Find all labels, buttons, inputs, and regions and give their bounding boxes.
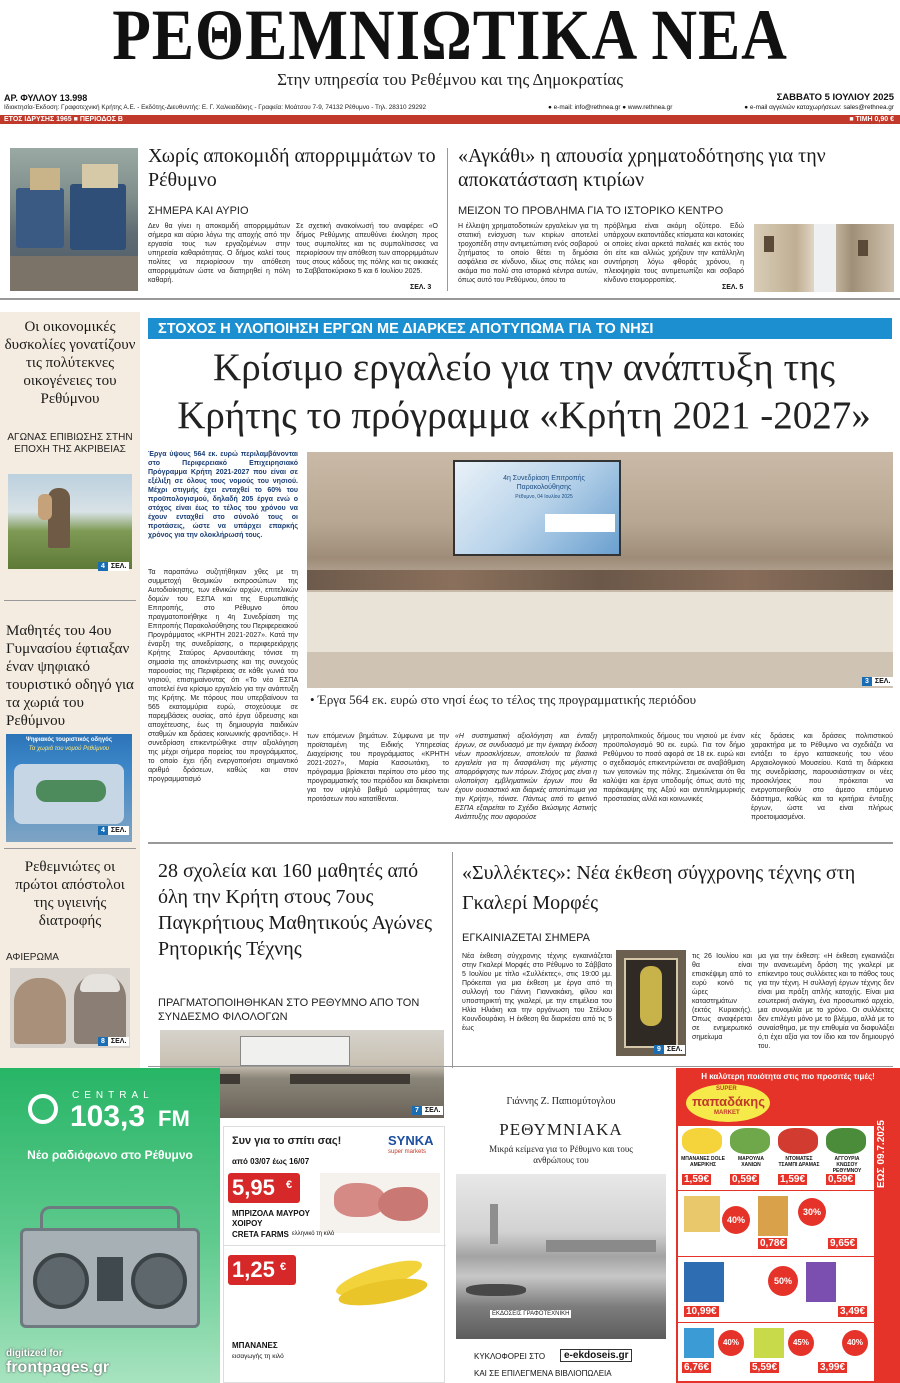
masthead-subtitle: Στην υπηρεσία του Ρεθέμνου και της Δημοκρατίας <box>277 70 623 89</box>
market-top: Η καλύτερη ποιότητα στις πιο προσιτές τιμές! <box>701 1072 875 1081</box>
market-brand-bottom: MARKET <box>714 1110 740 1116</box>
conference-screen <box>453 460 621 556</box>
book-publisher: ΕΚΔΟΣΕΙΣ ΓΡΑΦΟΤΕΧΝΙΚΗ <box>492 1311 570 1317</box>
market-price-c: 1,59€ <box>780 1174 806 1185</box>
ads-rule <box>148 1066 893 1067</box>
screen-title: 4η Συνεδρίαση Επιτροπής Παρακολούθησης <box>503 475 585 491</box>
main-col4: μητροπολιτικούς δήμους του νησιού με έναν προϋπολογισμό 90 εκ. ευρώ. Για τον δήμο Ρεθύμνου το ποσό αφορά σε 18 εκ. ευρώ και ο σχεδιασμός επικεντρώνεται σε αναβάθμιση των γειτονιών της πόλης. Σημειώνεται ότι θα καλύψει και έργα υποδομής όπως αυτό της παράκαμψης της Αξού και αντιπλημμυρικής προστασίας αλλά και κοινωνικές <box>603 733 745 803</box>
main-col2: των επόμενων βημάτων. Σύμφωνα με την προϊσταμένη της Ειδικής Υπηρεσίας Διαχείρισης του προγράμματος «ΚΡΗΤΗ 2021-2027», Μαρία Κασσωτάκη, το πρόγραμμα βρίσκεται περίπου στο μέσο της προγραμματικής του περιόδου και διακρίνεται για τον υψηλό βαθμό ωριμότητας των προτάσεων που κατατίθενται. <box>307 733 449 803</box>
issue-number: ΑΡ. ΦΥΛΛΟΥ 13.998 <box>4 93 88 103</box>
main-body: Τα παραπάνω συζητήθηκαν χθες με τη συμμετοχή θεσμικών εκπροσώπων της Αυτοδιοίκησης, των εθνικών αρχών, επιτελικών δομών του ΕΣΠΑ και της Ευρωπαϊκής Επιτροπής, στο Ρέθυμνο όπου πραγματοποιήθηκε η 4η Συνεδρίαση της Επιτροπής Παρακολούθησης του Περιφερειακού Προγράμματος «ΚΡΗΤΗ 2021-2027». Κατά την έναρξη της συνεδρίασης, ο περιφερειάρχης Κρήτης Σταύρος Αρναουτάκης τόνισε τη σημασία της αποκέντρωσης και της συνεχούς παρουσίας της Περιφέρειας σε κάθε γωνιά του νησιού, επισημαίνοντας ότι «Το νέο ΕΣΠΑ αποτελεί ένα κρίσιμο εργαλείο για την ανάπτυξη της Κρήτης. Με πόρους που υπερβαίνουν τα 565 εκατομμύρια ευρώ, στοχεύουμε σε παρεμβάσεις ουσίας, από έργα ύδρευσης και αποχέτευσης, έως τη δημιουργία παιδικών σταθμών και δράσεις κοινωνικής φροντίδας». Η συνεδρίαση επικεντρώθηκε στην αξιολόγηση της μέχρι σήμερα πορείας του προγράμματος, το οποίο έχει ήδη ενεργοποιήσει σημαντικό αριθμό δράσεων, καθώς και στον προγραμματισμό <box>148 569 298 783</box>
book-shops: ΚΑΙ ΣΕ ΕΠΙΛΕΓΜΕΝΑ ΒΙΒΛΙΟΠΩΛΕΙΑ <box>474 1369 612 1378</box>
sidebar-story2-sel: ΣΕΛ. <box>108 826 129 835</box>
synka-product1-sub: ελληνικό τη κιλό <box>292 1231 335 1237</box>
main-section-rule <box>148 842 893 844</box>
top-left-page-ref: ΣΕΛ. 3 <box>410 284 432 291</box>
synka-dates: από 03/07 έως 16/07 <box>232 1157 310 1166</box>
ads-email: ● e-mail αγγελιών καταχωρήσεων: sales@rethnea.gr <box>744 104 894 111</box>
market-until: ΕΩΣ 09.7.2025 <box>876 1120 887 1188</box>
synka-separator <box>224 1245 446 1246</box>
radio-logo-icon <box>28 1094 58 1124</box>
top-right-page-ref: ΣΕΛ. 5 <box>722 284 744 291</box>
sidebar-story1-title: Οι οικονομικές δυσκολίες γονατίζουν τις πολύτεκνες οικογένειες του Ρεθύμνου <box>4 319 136 407</box>
market-price-h: 3,49€ <box>840 1306 866 1317</box>
synka-brand-sub: super markets <box>388 1149 427 1155</box>
sidebar-story2-badge <box>98 826 129 835</box>
market-brand-top: SUPER <box>716 1086 737 1092</box>
market-pct-2: 30% <box>798 1198 826 1226</box>
market-pct-4: 40% <box>718 1330 744 1356</box>
artwork-photo <box>616 950 686 1056</box>
market-pct-6: 40% <box>842 1330 868 1356</box>
exhibition-kicker: ΕΓΚΑΙΝΙΑΖΕΤΑΙ ΣΗΜΕΡΑ <box>462 932 590 944</box>
synka-price2-unit: € <box>280 1261 287 1273</box>
imprint: Ιδιοκτησία-Έκδοση: Γραφοτεχνική Κρήτης Α.Ε. - Εκδότης-Διευθυντής: Ε. Γ. Χαλκιαδάκης - Γραφεία: Μοάτσου 7-9, 74132 Ρέθυμνο - Τηλ. 28310 29292 <box>4 104 427 111</box>
exhibition-headline: «Συλλέκτες»: Νέα έκθεση σύγχρονης τέχνης στη Γκαλερί Μορφές <box>462 862 856 914</box>
main-page: 3 <box>862 677 872 686</box>
top-left-headline: Χωρίς αποκομιδή απορριμμάτων το Ρέθυμνο <box>148 145 436 191</box>
top-right-kicker: ΜΕΙΖΟΝ ΤΟ ΠΡΟΒΛΗΜΑ ΓΙΑ ΤΟ ΙΣΤΟΡΙΚΟ ΚΕΝΤΡΟ <box>458 205 724 217</box>
exhibition-sel: ΣΕΛ. <box>664 1045 685 1054</box>
market-price-k: 3,99€ <box>820 1362 846 1373</box>
issue-date: ΣΑΒΒΑΤΟ 5 ΙΟΥΛΙΟΥ 2025 <box>776 92 894 103</box>
market-price-f: 9,65€ <box>830 1238 856 1249</box>
sidebar-rule-2 <box>4 848 136 849</box>
top-divider <box>447 148 448 291</box>
main-photo-badge <box>862 677 893 686</box>
conference-photo <box>307 452 893 688</box>
schools-sel: ΣΕΛ. <box>422 1106 443 1115</box>
exhibition-page: 9 <box>654 1045 664 1054</box>
synka-product2-sub: εισαγωγής τη κιλό <box>232 1353 284 1360</box>
book-ad <box>452 1068 670 1383</box>
top-right-headline: «Αγκάθι» η απουσία χρηματοδότησης για την αποκατάσταση κτιρίων <box>458 145 826 191</box>
synka-price1: 5,95 <box>232 1175 275 1200</box>
book-subtitle: Μικρά κείμενα για το Ρέθυμνο και τους ανθρώπους του <box>489 1144 633 1165</box>
synka-brand1: CRETA FARMS <box>232 1230 289 1239</box>
sidebar-story1-kicker: ΑΓΩΝΑΣ ΕΠΙΒΙΩΣΗΣ ΣΤΗΝ ΕΠΟΧΗ ΤΗΣ ΑΚΡΙΒΕΙΑΣ <box>7 432 133 455</box>
market-ad <box>676 1068 900 1383</box>
masthead-title: ΡΕΘΕΜΝΙΩΤΙΚΑ ΝΕΑ <box>112 0 788 75</box>
radio-brand: CENTRAL <box>72 1090 154 1101</box>
schools-page: 7 <box>412 1106 422 1115</box>
schools-badge <box>412 1106 443 1115</box>
main-sel: ΣΕΛ. <box>872 677 893 686</box>
sidebar-story2-title: Μαθητές του 4ου Γυμνασίου έφτιαξαν έναν ψηφιακό τουριστικό οδηγό για τα χωριά του Ρεθύμνου <box>6 623 134 729</box>
top-section-rule <box>0 298 900 300</box>
sidebar-story1-badge <box>98 562 129 571</box>
guide-photo-title: Ψηφιακός τουριστικός οδηγός <box>26 737 112 743</box>
market-product3: ΝΤΟΜΑΤΕΣ ΤΣΑΜΠΙ ΔΡΑΜΑΣ <box>778 1156 820 1168</box>
bananas-icon <box>324 1249 434 1319</box>
family-photo <box>8 474 132 569</box>
top-right-col1: Η έλλειψη χρηματοδοτικών εργαλείων για τη στατική ενίσχυση των κτιρίων αποτελεί τροχοπέδη στην αντιμετώπιση ενός σοβαρού ζητήματος το οποίο θέτει τη δημόσια ασφάλεια σε κίνδυνο, ιδίως στις πόλεις και ακόμα πιο πολύ στα ιστορικά κέντρα αυτών, όπως αυτό του Ρεθύμνου, όπου το <box>458 223 598 284</box>
synka-product2: ΜΠΑΝΑΝΕΣ <box>232 1341 278 1350</box>
market-price-a: 1,59€ <box>684 1174 710 1185</box>
sidebar-story3-sel: ΣΕΛ. <box>108 1037 129 1046</box>
radio-slogan: Νέο ραδιόφωνο στο Ρέθυμνο <box>27 1148 193 1162</box>
watermark-line1: digitized for <box>6 1348 63 1359</box>
synka-product1: ΜΠΡΙΖΟΛΑ ΜΑΥΡΟΥ ΧΟΙΡΟΥ <box>232 1209 310 1228</box>
market-product1: ΜΠΑΝΑΝΕΣ DOLE ΑΜΕΡΙΚΗΣ <box>681 1156 725 1168</box>
exhibition-col3: μα για την έκθεση: «Η έκθεση εγκαινιάζει την ανανεωμένη δράση της γκαλερί με επίκεντρο τους συλλέκτες και το πάθος τους για την τέχνη. Η συλλογή έργων τέχνης δεν είναι μια πράξη απλής κατοχής. Είναι μια εσωτερική ανάγκη, ένα προσωπικό αρχείο, μια συνομιλία με το χρόνο. Οι συλλέκτες δεν επιλέγει μόνο με το βλέμμα, αλλά με το συναίσθημα, με την επιθυμία να διαφυλάξει ό,τι έχει αξία για τον ίδιο και τον δημιουργό του. <box>758 953 894 1050</box>
market-price-j: 5,59€ <box>752 1362 778 1373</box>
book-site[interactable]: e-ekdoseis.gr <box>560 1349 632 1362</box>
masthead <box>0 0 900 130</box>
sidebar-story3-kicker: ΑΦΙΕΡΩΜΑ <box>6 952 59 963</box>
masthead-red-bar <box>0 115 900 124</box>
founded-label: ΕΤΟΣ ΙΔΡΥΣΗΣ 1965 ■ ΠΕΡΙΟΔΟΣ Β <box>4 116 123 123</box>
market-price-g: 10,99€ <box>686 1306 717 1317</box>
price-label: ■ ΤΙΜΗ 0,90 € <box>849 116 894 123</box>
top-right-col2: πρόβλημα είναι ακόμη οξύτερο. Εδώ υπάρχουν εκατοντάδες κτίσματα και κατοικίες οι οποίες είναι αρκετά παλαιές και εκτός του ότι είτε και αλλιώς χρήζουν την κατάλληλη συντήρηση λόγω φθοράς χρόνου, η πλειοψηφία τους αντιμετωπίζει και σοβαρό κίνδυνο ετοιμορροπίας. <box>604 223 744 284</box>
pork-photo <box>320 1173 440 1233</box>
market-price-e: 0,78€ <box>760 1238 786 1249</box>
synka-title: Συν για το σπίτι σας! <box>232 1135 342 1147</box>
synka-price2: 1,25 <box>232 1257 275 1282</box>
contact-email: ● e-mail: info@rethnea.gr ● www.rethnea.gr <box>548 104 673 111</box>
market-pct-5: 45% <box>788 1330 814 1356</box>
sidebar-story3-page: 8 <box>98 1037 108 1046</box>
radio-ad <box>0 1068 220 1383</box>
sidebar-story3-title: Ρεθεμνιώτες οι πρώτοι απόστολοι της υγιεινής διατροφής <box>15 859 125 929</box>
book-title: ΡΕΘΥΜΝΙΑΚΑ <box>499 1120 623 1139</box>
main-col3: «Η συστηματική αξιολόγηση και ένταξη έργων, σε συνδυασμό με την έγκαιρη έκδοση νέων προσκλήσεων, αποτελούν τα βασικά εργαλεία για τη διασφάλιση της μέγιστης απορρόφησης των πόρων. Στόχος μας είναι η υλοποίηση εμβληματικών έργων που θα έχουν ουσιαστικό και διαρκές αποτύπωμα για την Κρήτη», τόνισε. Πάντως από το φετινό ΕΣΠΑ εξαιρείται το Σχέδιο Βιώσιμης Αστικής Ανάπτυξης που αφορούσε <box>455 733 597 821</box>
book-available: ΚΥΚΛΟΦΟΡΕΙ ΣΤΟ <box>474 1352 546 1361</box>
market-price-i: 6,76€ <box>684 1362 710 1373</box>
radio-frequency: 103,3 <box>70 1100 146 1133</box>
radio-device-icon <box>20 1228 200 1328</box>
book-author: Γιάννης Ζ. Παπιομύτογλου <box>506 1096 616 1107</box>
market-pct-1: 40% <box>722 1206 750 1234</box>
market-product2: ΜΑΡΟΥΛΙΑ ΧΑΝΙΩΝ <box>737 1156 765 1168</box>
synka-ad <box>223 1126 445 1383</box>
radio-fm: FM <box>158 1106 190 1131</box>
main-col5: κές δράσεις και δράσεις πολιτιστικού χαρακτήρα με το Ρέθυμνο να σχεδιάζει να εντάξει το έργο κατασκευής του νέου Αρχαιολογικού Μουσείου. Κατά τη διάρκεια της συνεδρίασης, παρουσιάστηκαν οι νέες προσκλήσεις που πρόκειται να ενεργοποιηθούν στο άμεσο επόμενο διάστημα, καθώς και τα κριτήρια ένταξης έργων, ώστε να είναι πλήρως προετοιμασμένοι. <box>751 733 893 821</box>
sidebar-story1-sel: ΣΕΛ. <box>108 562 129 571</box>
synka-brand: SYNKA <box>388 1133 434 1148</box>
schools-kicker: ΠΡΑΓΜΑΤΟΠΟΙΗΘΗΚΑΝ ΣΤΟ ΡΕΘΥΜΝΟ ΑΠΟ ΤΟΝ ΣΥΝΔΕΣΜΟ ΦΙΛΟΛΟΓΩΝ <box>158 997 420 1023</box>
market-brand: παπαδάκης <box>692 1094 765 1109</box>
guide-photo-subtitle: Τα χωριά του νομού Ρεθύμνου <box>28 746 110 752</box>
main-banner: ΣΤΟΧΟΣ Η ΥΛΟΠΟΙΗΣΗ ΕΡΓΩΝ ΜΕ ΔΙΑΡΚΕΣ ΑΠΟΤΥΠΩΜΑ ΓΙΑ ΤΟ ΝΗΣΙ <box>158 321 654 337</box>
market-price-d: 0,59€ <box>828 1174 854 1185</box>
market-products <box>678 1126 874 1381</box>
sidebar-story1-page: 4 <box>98 562 108 571</box>
watermark-line2: frontpages.gr <box>6 1359 110 1376</box>
top-left-kicker: ΣΗΜΕΡΑ ΚΑΙ ΑΥΡΙΟ <box>148 205 249 217</box>
schools-headline: 28 σχολεία και 160 μαθητές από όλη την Κρήτη στους 7ους Παγκρήτιους Μαθητικούς Αγώνες Ρητορικής Τέχνης <box>158 860 433 960</box>
exhibition-badge <box>654 1045 685 1054</box>
bins-photo <box>10 148 138 291</box>
exhibition-col2: τις 26 Ιουλίου και θα είναι επισκέψιμη από το ευρύ κοινό τις ώρες καταστημάτων (εκτός Κυριακής). Όπως αναφέρεται σε ενημερωτικό σημείωμα <box>692 953 752 1041</box>
sidebar-rule-1 <box>4 600 136 601</box>
screen-date: Ρέθυμνο, 04 Ιουλίου 2025 <box>515 494 573 500</box>
synka-price1-unit: € <box>286 1179 293 1191</box>
market-pct-3: 50% <box>768 1266 798 1296</box>
main-lead: Έργα ύψους 564 εκ. ευρώ περιλαμβάνονται στο Περιφερειακό Επιχειρησιακό Πρόγραμμα Κρήτη 2021-2027 που είναι σε εξέλιξη σε όλους τους νομούς του νησιού. Μέχρι στιγμής έχει ενταχθεί το 60% του προϋπολογισμού, δηλαδή 205 έργα ενώ ο στόχος είναι έως το τέλος του χρόνου να έχουν ενταχθεί στο σύνολό τους οι προτάσεις, ώστε να υπάρχει επαρκής χρόνος για την ολοκλήρωσή τους. <box>148 451 298 539</box>
market-product4: ΑΓΓΟΥΡΙΑ ΚΝΩΣΟΥ ΡΕΘΥΜΝΟΥ <box>832 1156 862 1174</box>
top-left-col1: Δεν θα γίνει η αποκομιδή απορριμμάτων σήμερα και αύριο λόγω της αποχής από την εργασία τους των εργαζομένων στην υπηρεσία καθαριότητας. Ο δήμος καλεί τους πολίτες να περιορίσουν την απόθεση απορριμμάτων ώστε να διατηρηθεί η πόλη καθαρή. <box>148 223 290 284</box>
sidebar-story2-page: 4 <box>98 826 108 835</box>
main-headline: Κρίσιμο εργαλείο για την ανάπτυξη της Κρήτης το πρόγραμμα «Κρήτη 2021 -2027» <box>177 346 871 437</box>
main-photo-caption: • Έργα 564 εκ. ευρώ στο νησί έως το τέλος της προγραμματικής περιόδου <box>310 692 697 707</box>
sidebar-story3-badge <box>98 1037 129 1046</box>
exhibition-col1: Νέα έκθεση σύγχρονης τέχνης εγκαινιάζεται στην Γκαλερί Μορφές στο Ρέθυμνο το Σάββατο 5 Ιουλίου με τίτλο «Συλλέκτες», στις 19:00 μμ. Πρόκειται για μια έκθεση με έργα από τη συλλογή του Γιάννη Γιαννακάκη, φίλου και υποστηρικτή της γκαλερί, με την επιμέλεια του Ηλία Ηλιάκη και την οργάνωση του Στέλιου Κουνδουράκη. Η έκθεση θα διαρκέσει από τις 5 έως <box>462 953 612 1032</box>
market-price-b: 0,59€ <box>732 1174 758 1185</box>
street-photo <box>754 224 894 292</box>
top-left-col2: Σε σχετική ανακοίνωσή του αναφέρει: «Ο δήμος Ρεθύμνης απευθύνει έκκληση προς τους συμπολίτες και τις συμπολίτισσες να περιορίσουν την απόθεση των απορριμμάτων τους στους κάδους της πόλης και τις οικιακές το Σαββατοκύριακο 5 και 6 Ιουλίου 2025. <box>296 223 438 275</box>
portraits-photo <box>10 968 130 1048</box>
